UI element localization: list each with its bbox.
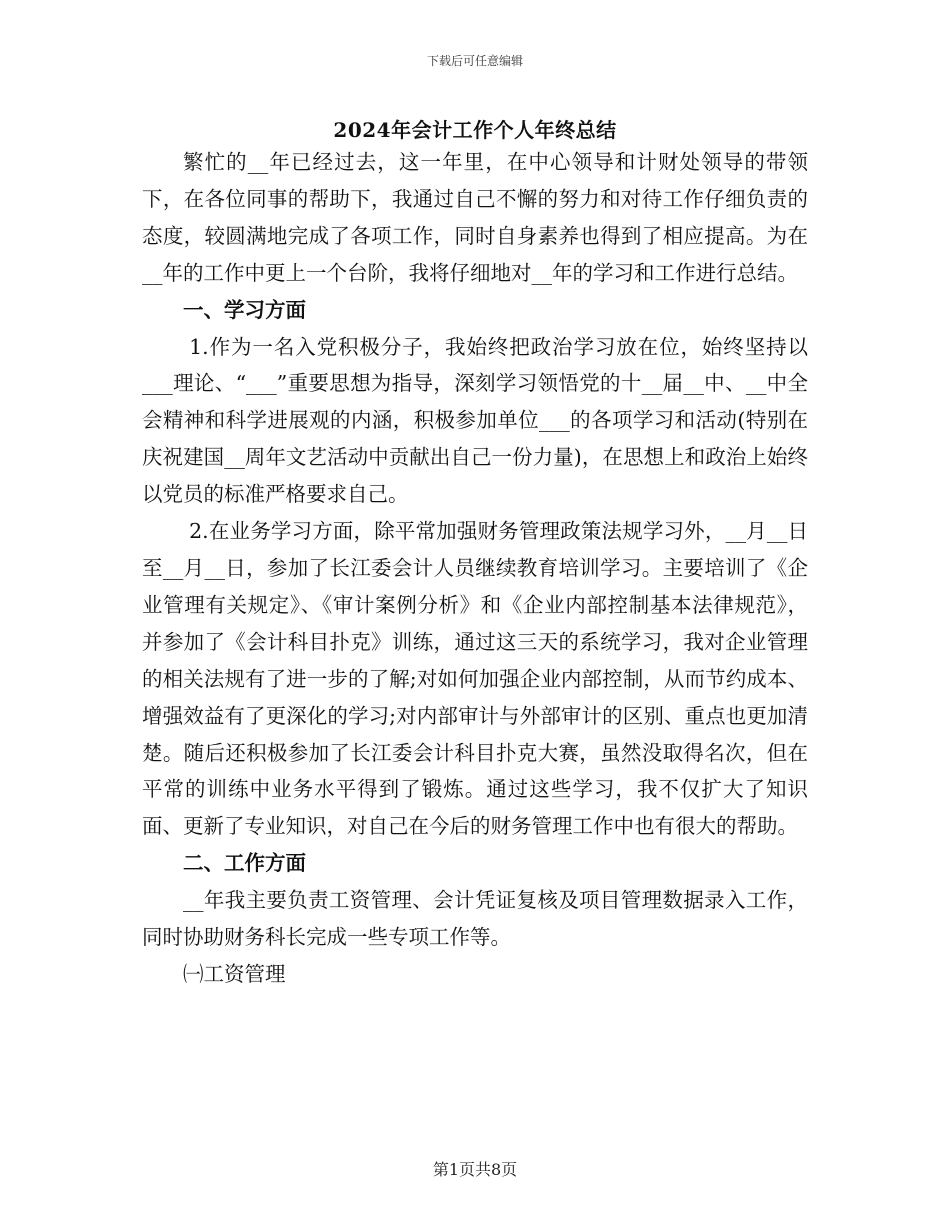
- intro-paragraph: 繁忙的__年已经过去，这一年里，在中心领导和计财处领导的带领下，在各位同事的帮助下，我通过自己不懈的努力和对待工作仔细负责的态度，较圆满地完成了各项工作，同时自身素养也得到了相应提高。为在__年的工作中更上一个台阶，我将仔细地对__年的学习和工作进行总结。: [142, 150, 808, 285]
- page-title: 2024年会计工作个人年终总结: [333, 118, 617, 142]
- section-heading-work: 二、工作方面: [183, 851, 306, 876]
- section-heading-study: 一、学习方面: [183, 297, 306, 322]
- document-body: [142, 144, 808, 993]
- page-footer: 第1页共8页: [432, 1160, 518, 1179]
- work-intro-paragraph: __年我主要负责工资管理、会计凭证复核及项目管理数据录入工作，同时协助财务科长完成一些专项工作等。: [142, 888, 808, 950]
- header-note: 下载后可任意编辑: [426, 54, 523, 68]
- study-item-1: 1.作为一名入党积极分子，我始终把政治学习放在位，始终坚持以___理论、“___”重要思想为指导，深刻学习领悟党的十__届__中、__中全会精神和科学进展观的内涵，积极参加单位___的各项学习和活动(特别在庆祝建国__周年文艺活动中贡献出自己一份力量)，在思想上和政治上始终以党员的标准严格要求自己。: [142, 334, 808, 507]
- subsection-heading-payroll: ㈠工资管理: [183, 961, 286, 986]
- study-item-2: 2.在业务学习方面，除平常加强财务管理政策法规学习外，__月__日至__月__日，参加了长江委会计人员继续教育培训学习。主要培训了《企业管理有关规定》、《审计案例分析》和《企业内部控制基本法律规范》，并参加了《会计科目扑克》训练，通过这三天的系统学习，我对企业管理的相关法规有了进一步的了解;对如何加强企业内部控制，从而节约成本、增强效益有了更深化的学习;对内部审计与外部审计的区别、重点也更加清楚。随后还积极参加了长江委会计科目扑克大赛，虽然没取得名次，但在平常的训练中业务水平得到了锻炼。通过这些学习，我不仅扩大了知识面、更新了专业知识，对自己在今后的财务管理工作中也有很大的帮助。: [142, 519, 808, 839]
